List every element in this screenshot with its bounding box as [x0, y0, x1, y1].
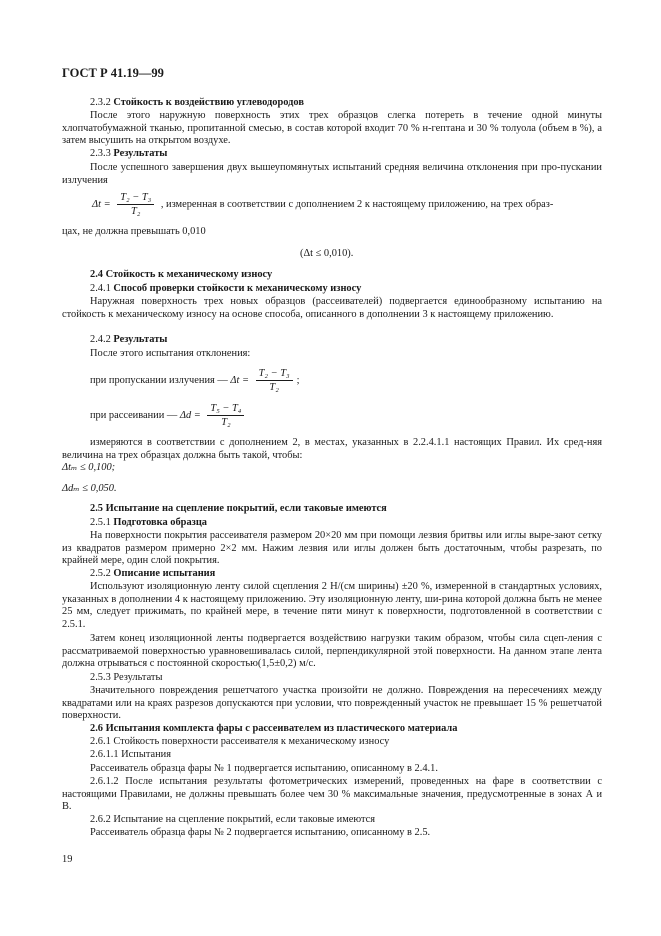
paragraph: После успешного завершения двух вышеупомянутых испытаний средняя величина отклонения при про-пускании излучения — [62, 162, 602, 186]
section-2-3-3-heading — [62, 148, 602, 161]
section-2-3-2-heading — [62, 97, 602, 110]
section-2-4-1-heading — [62, 283, 602, 296]
paragraph: Рассеиватель образца фары № 1 подвергается испытанию, описанному в 2.4.1. — [90, 763, 438, 774]
fraction — [256, 368, 293, 393]
paragraph: Затем конец изоляционной ленты подвергается воздействию нагрузки таким образом, чтобы сила сцеп-ления с рассматриваемой поверхностью уравновешивалась силой, перпендикулярной этой поверхности. На данном этапе лента должна отрываться с постоянной скоростью(1,5±0,2) м/с. — [62, 633, 602, 670]
formula-transmission — [90, 368, 300, 393]
paragraph: На поверхности покрытия рассеивателя размером 20×20 мм при помощи лезвия бритвы или иглы выре-зают сетку из квадратов размером примерно 2×2 мм. Нажим лезвия или иглы должен быть достаточным, чтобы разрезать, по крайней мере, один слой покрытия. — [62, 530, 602, 567]
section-title: Стойкость к воздействию углеводородов — [113, 97, 304, 108]
formula-delta-t — [92, 192, 553, 217]
section-2-5-heading: 2.5 Испытание на сцепление покрытий, если таковые имеются — [90, 503, 387, 514]
section-number: 2.3.2 — [90, 97, 111, 108]
section-2-6-1-heading: 2.6.1 Стойкость поверхности рассеивателя к механическому износу — [90, 736, 390, 747]
section-2-5-3-heading: 2.5.3 Результаты — [90, 672, 163, 683]
formula-lhs: Δt = — [230, 374, 250, 386]
section-number: 2.5.2 — [90, 568, 111, 579]
fraction-numerator: T₂ − T₃ — [256, 368, 293, 381]
section-title: Результаты — [113, 148, 168, 159]
section-title: Результаты — [113, 334, 168, 345]
fraction-denominator: T₂ — [131, 206, 141, 217]
formula-label: при рассеивании — — [90, 409, 178, 421]
formula-label: при пропускании излучения — — [90, 374, 228, 386]
section-title: Способ проверки стойкости к механическому износу — [113, 283, 362, 294]
paragraph: цах, не должна превышать 0,010 — [62, 226, 206, 237]
condition: Δdₘ ≤ 0,050. — [62, 483, 117, 494]
paragraph: После этого испытания отклонения: — [90, 348, 251, 359]
section-number: 2.3.3 — [90, 148, 111, 159]
paragraph: Используют изоляционную ленту силой сцепления 2 Н/(см ширины) ±20 %, измеренной в стандартных условиях, указанных в дополнении 4 к настоящему приложению. Эту изоляционную ленту, ши-рина которой должна быть не менее 25 мм, следует прижимать, по крайней мере, в течение пяти минут к поверхности, подготовленной в соответствии с 2.5.1. — [62, 581, 602, 630]
section-2-6-heading: 2.6 Испытания комплекта фары с рассеивателем из пластического материала — [90, 723, 458, 734]
fraction — [207, 403, 244, 428]
paragraph: После этого наружную поверхность этих трех образцов слегка потереть в течение одной минуты хлопчатобумажной тканью, пропитанной смесью, в состав которой входит 70 % н-гептана и 30 % толуола (объем в %), а затем высушить на открытом воздухе. — [62, 110, 602, 147]
fraction-denominator: T₂ — [221, 417, 231, 428]
paragraph: измеряются в соответствии с дополнением 2, в местах, указанных в 2.2.4.1.1 настоящих Правил. Их сред-няя величина на трех образцах должна быть такой, чтобы: — [62, 437, 602, 461]
paragraph: 2.6.1.2 После испытания результаты фотометрических измерений, проведенных на фаре в соответствии с настоящими Правилами, не должны превышать более чем 30 % максимальные значения, предусмотренные в зонах А и В. — [62, 776, 602, 813]
condition: (Δt ≤ 0,010). — [300, 248, 354, 259]
fraction-numerator: T₅ − T₄ — [207, 403, 244, 416]
section-title: Подготовка образца — [113, 517, 208, 528]
section-2-4-2-heading — [62, 334, 602, 347]
paragraph: Наружная поверхность трех новых образцов (рассеивателей) подвергается единообразному испытанию на стойкость к механическому износу на основе способа, описанного в дополнении 3 к настоящему приложению. — [62, 296, 602, 320]
section-2-4-heading: 2.4 Стойкость к механическому износу — [90, 269, 273, 280]
formula-scattering — [90, 403, 248, 428]
section-number: 2.4.1 — [90, 283, 111, 294]
condition: Δtₘ ≤ 0,100; — [62, 462, 116, 473]
formula-tail: , измеренная в соответствии с дополнением 2 к настоящему приложению, на трех образ- — [160, 198, 554, 210]
section-2-5-2-heading — [62, 568, 602, 581]
fraction — [117, 192, 154, 217]
section-2-6-2-heading: 2.6.2 Испытание на сцепление покрытий, если таковые имеются — [90, 814, 376, 825]
fraction-denominator: T₂ — [269, 382, 279, 393]
section-2-5-1-heading — [62, 517, 602, 530]
section-number: 2.4.2 — [90, 334, 111, 345]
page-number: 19 — [62, 854, 73, 865]
paragraph: Значительного повреждения решетчатого участка произойти не должно. Повреждения на пересечениях между квадратами или на краях разрезов допускаются при условии, что поврежденный участок не превышает 15 % решетчатой поверхности. — [62, 685, 602, 722]
document-header: ГОСТ Р 41.19—99 — [62, 66, 164, 80]
section-2-6-1-1-heading: 2.6.1.1 Испытания — [90, 749, 172, 760]
formula-tail: ; — [296, 374, 300, 386]
section-number: 2.5.1 — [90, 517, 111, 528]
formula-lhs: Δd = — [179, 409, 201, 421]
section-title: Описание испытания — [113, 568, 216, 579]
formula-lhs: Δt = — [92, 198, 111, 210]
fraction-numerator: T₂ − T₃ — [117, 192, 154, 205]
paragraph: Рассеиватель образца фары № 2 подвергается испытанию, описанному в 2.5. — [90, 827, 431, 838]
